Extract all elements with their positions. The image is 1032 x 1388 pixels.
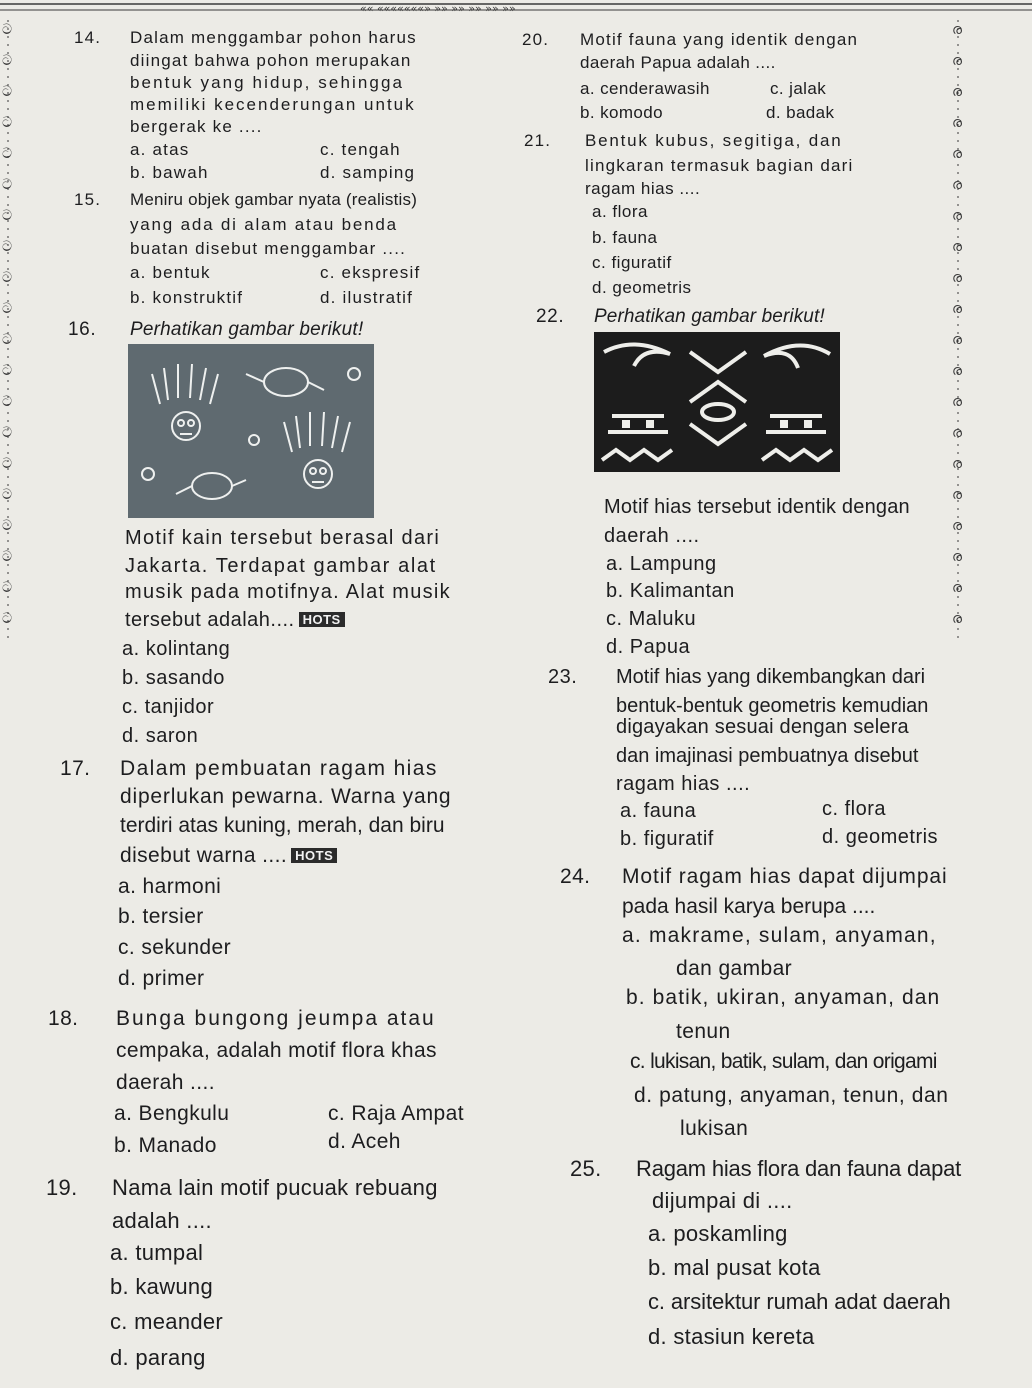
q18-option-d: d. Aceh — [328, 1130, 401, 1153]
spiral-ornament-icon: ට — [2, 177, 13, 193]
q17-line-4-text: disebut warna .... — [120, 844, 288, 867]
spiral-ornament-icon: ට — [2, 146, 13, 162]
q21-option-b: b. fauna — [592, 228, 658, 247]
q15-line-3: buatan disebut menggambar .... — [130, 239, 407, 258]
q14-line-1: Dalam menggambar pohon harus — [130, 28, 417, 47]
q23-line-4: dan imajinasi pembuatnya disebut — [616, 745, 919, 767]
q14-line-4: memiliki kecenderungan untuk — [130, 95, 416, 114]
spiral-ornament-icon: ට — [2, 22, 13, 38]
q24-option-b: b. batik, ukiran, anyaman, dan — [626, 986, 941, 1009]
q25-option-d: d. stasiun kereta — [648, 1324, 815, 1349]
q19-option-c: c. meander — [110, 1309, 224, 1334]
papua-motif-image — [594, 332, 840, 472]
q16-line-4-text: tersebut adalah.... — [125, 609, 295, 631]
spiral-ornament-icon: ට — [2, 270, 13, 286]
q20-option-b: b. komodo — [580, 103, 663, 122]
q16-line-1: Motif kain tersebut berasal dari — [125, 527, 441, 549]
q23-option-c: c. flora — [822, 798, 887, 820]
q24-line-1: Motif ragam hias dapat dijumpai — [622, 865, 948, 888]
spiral-ornament-icon: ට — [2, 208, 13, 224]
q19-number: 19. — [46, 1175, 78, 1200]
q22-option-d: d. Papua — [606, 636, 691, 658]
q21-option-a: a. flora — [592, 202, 648, 221]
q24-option-d-cont: lukisan — [680, 1117, 749, 1140]
q24-line-2: pada hasil karya berupa .... — [622, 895, 876, 918]
q15-line-2: yang ada di alam atau benda — [130, 215, 398, 234]
q24-option-a: a. makrame, sulam, anyaman, — [622, 924, 937, 947]
q23-line-2: bentuk-bentuk geometris kemudian — [616, 695, 929, 717]
q22-option-a: a. Lampung — [606, 553, 717, 575]
q14-option-c: c. tengah — [320, 140, 401, 159]
spiral-ornament-icon: ര — [952, 22, 963, 38]
svg-text:«« «««««««» »» »» »» »» »»: «« «««««««» »» »» »» »» »» — [360, 2, 516, 15]
q16-option-a: a. kolintang — [122, 638, 231, 660]
spiral-ornament-icon: ට — [2, 301, 13, 317]
q23-line-3: digayakan sesuai dengan selera — [616, 716, 909, 738]
spiral-ornament-icon: ට — [2, 549, 13, 565]
q17-option-a: a. harmoni — [118, 875, 222, 898]
q16-line-2: Jakarta. Terdapat gambar alat — [125, 555, 437, 577]
q14-line-3: bentuk yang hidup, sehingga — [130, 73, 405, 92]
top-border-ornament — [0, 0, 1032, 16]
q19-option-a: a. tumpal — [110, 1240, 204, 1265]
batik-tanjidor-image — [128, 344, 374, 518]
q22-option-c: c. Maluku — [606, 608, 697, 630]
q14-line-5: bergerak ke .... — [130, 117, 263, 136]
spiral-ornament-icon: ര — [952, 53, 963, 69]
q23-option-a: a. fauna — [620, 800, 697, 822]
q14-option-a: a. atas — [130, 140, 190, 159]
q20-line-1: Motif fauna yang identik dengan — [580, 30, 859, 49]
q15-option-a: a. bentuk — [130, 263, 211, 282]
q15-line-1: Meniru objek gambar nyata (realistis) — [130, 190, 418, 209]
q22-line-2: daerah .... — [604, 525, 700, 547]
q24-option-a-cont: dan gambar — [676, 957, 793, 980]
spiral-ornament-icon: ര — [952, 580, 963, 596]
q25-line-1: Ragam hias flora dan fauna dapat — [636, 1156, 962, 1181]
spiral-ornament-icon: ට — [2, 332, 13, 348]
q23-line-5: ragam hias .... — [616, 773, 751, 795]
spiral-ornament-icon: ට — [2, 611, 13, 627]
q22-line-1: Motif hias tersebut identik dengan — [604, 496, 910, 518]
q15-option-b: b. konstruktif — [130, 288, 244, 307]
q15-option-d: d. ilustratif — [320, 288, 414, 307]
q20-option-a: a. cenderawasih — [580, 79, 710, 98]
q14-line-2: diingat bahwa pohon merupakan — [130, 51, 412, 70]
q17-option-c: c. sekunder — [118, 936, 231, 959]
q18-line-2: cempaka, adalah motif flora khas — [116, 1039, 437, 1062]
q18-option-b: b. Manado — [114, 1134, 217, 1157]
q17-hots-badge: HOTS — [291, 848, 337, 863]
right-border-ornament — [938, 20, 978, 640]
q17-line-4 — [120, 845, 337, 866]
q19-line-2: adalah .... — [112, 1208, 212, 1233]
spiral-ornament-icon: ට — [2, 239, 13, 255]
q23-line-1: Motif hias yang dikembangkan dari — [616, 666, 926, 688]
q16-option-d: d. saron — [122, 725, 199, 747]
q16-intro: Perhatikan gambar berikut! — [130, 319, 364, 340]
q21-line-2: lingkaran termasuk bagian dari — [585, 156, 854, 175]
q25-option-c: c. arsitektur rumah adat daerah — [648, 1289, 951, 1314]
spiral-ornament-icon: ര — [952, 208, 963, 224]
spiral-ornament-icon: ര — [952, 301, 963, 317]
q24-option-b-cont: tenun — [676, 1020, 731, 1043]
spiral-ornament-icon: ට — [2, 580, 13, 596]
q20-option-c: c. jalak — [770, 79, 827, 98]
spiral-ornament-icon: ര — [952, 611, 963, 627]
q14-number: 14. — [74, 28, 102, 47]
spiral-ornament-icon: ට — [2, 518, 13, 534]
spiral-ornament-icon: ට — [2, 363, 13, 379]
q17-number: 17. — [60, 757, 91, 780]
q21-option-c: c. figuratif — [592, 253, 672, 272]
q23-option-b: b. figuratif — [620, 828, 714, 850]
q16-line-3: musik pada motifnya. Alat musik — [125, 581, 451, 603]
q16-hots-badge: HOTS — [299, 612, 345, 627]
spiral-ornament-icon: ര — [952, 394, 963, 410]
q18-line-3: daerah .... — [116, 1071, 215, 1094]
spiral-ornament-icon: ට — [2, 456, 13, 472]
q21-number: 21. — [524, 131, 552, 150]
q19-option-d: d. parang — [110, 1345, 206, 1370]
q16-option-c: c. tanjidor — [122, 696, 215, 718]
q23-option-d: d. geometris — [822, 826, 939, 848]
spiral-ornament-icon: ര — [952, 146, 963, 162]
q18-line-1: Bunga bungong jeumpa atau — [116, 1007, 436, 1030]
q17-line-3: terdiri atas kuning, merah, dan biru — [120, 814, 445, 837]
q24-option-c: c. lukisan, batik, sulam, dan origami — [630, 1050, 937, 1073]
spiral-ornament-icon: ര — [952, 425, 963, 441]
spiral-ornament-icon: ට — [2, 115, 13, 131]
spiral-ornament-icon: ට — [2, 84, 13, 100]
spiral-ornament-icon: ര — [952, 363, 963, 379]
spiral-ornament-icon: ට — [2, 487, 13, 503]
q19-option-b: b. kawung — [110, 1274, 213, 1299]
q20-option-d: d. badak — [766, 103, 835, 122]
left-border-ornament — [0, 20, 26, 640]
spiral-ornament-icon: ര — [952, 456, 963, 472]
spiral-ornament-icon: ര — [952, 518, 963, 534]
q24-number: 24. — [560, 865, 591, 888]
q16-number: 16. — [68, 319, 97, 340]
q18-option-c: c. Raja Ampat — [328, 1102, 464, 1125]
q18-number: 18. — [48, 1007, 79, 1030]
q25-option-b: b. mal pusat kota — [648, 1255, 821, 1280]
q22-intro: Perhatikan gambar berikut! — [594, 306, 825, 327]
spiral-ornament-icon: ര — [952, 487, 963, 503]
spiral-ornament-icon: ര — [952, 332, 963, 348]
q16-option-b: b. sasando — [122, 667, 225, 689]
q22-number: 22. — [536, 306, 565, 327]
q25-number: 25. — [570, 1156, 602, 1181]
spiral-ornament-icon: ര — [952, 270, 963, 286]
spiral-ornament-icon: ര — [952, 115, 963, 131]
q24-option-d: d. patung, anyaman, tenun, dan — [634, 1084, 949, 1107]
q20-number: 20. — [522, 30, 550, 49]
q25-line-2: dijumpai di .... — [652, 1188, 793, 1213]
q17-line-1: Dalam pembuatan ragam hias — [120, 757, 438, 780]
spiral-ornament-icon: ര — [952, 177, 963, 193]
q21-line-3: ragam hias .... — [585, 179, 701, 198]
q17-option-d: d. primer — [118, 967, 205, 990]
spiral-ornament-icon: ര — [952, 239, 963, 255]
q23-number: 23. — [548, 666, 578, 688]
q21-line-1: Bentuk kubus, segitiga, dan — [585, 131, 843, 150]
q17-line-2: diperlukan pewarna. Warna yang — [120, 785, 452, 808]
q14-option-b: b. bawah — [130, 163, 209, 182]
q15-option-c: c. ekspresif — [320, 263, 421, 282]
spiral-ornament-icon: ට — [2, 425, 13, 441]
q21-option-d: d. geometris — [592, 278, 692, 297]
spiral-ornament-icon: ര — [952, 84, 963, 100]
spiral-ornament-icon: ര — [952, 549, 963, 565]
spiral-ornament-icon: ට — [2, 53, 13, 69]
q16-line-4 — [125, 610, 345, 630]
q14-option-d: d. samping — [320, 163, 416, 182]
q25-option-a: a. poskamling — [648, 1221, 788, 1246]
q20-line-2: daerah Papua adalah .... — [580, 53, 776, 72]
q15-number: 15. — [74, 190, 102, 209]
spiral-ornament-icon: ට — [2, 394, 13, 410]
q22-option-b: b. Kalimantan — [606, 580, 735, 602]
q19-line-1: Nama lain motif pucuak rebuang — [112, 1175, 438, 1200]
q17-option-b: b. tersier — [118, 905, 204, 928]
q18-option-a: a. Bengkulu — [114, 1102, 230, 1125]
